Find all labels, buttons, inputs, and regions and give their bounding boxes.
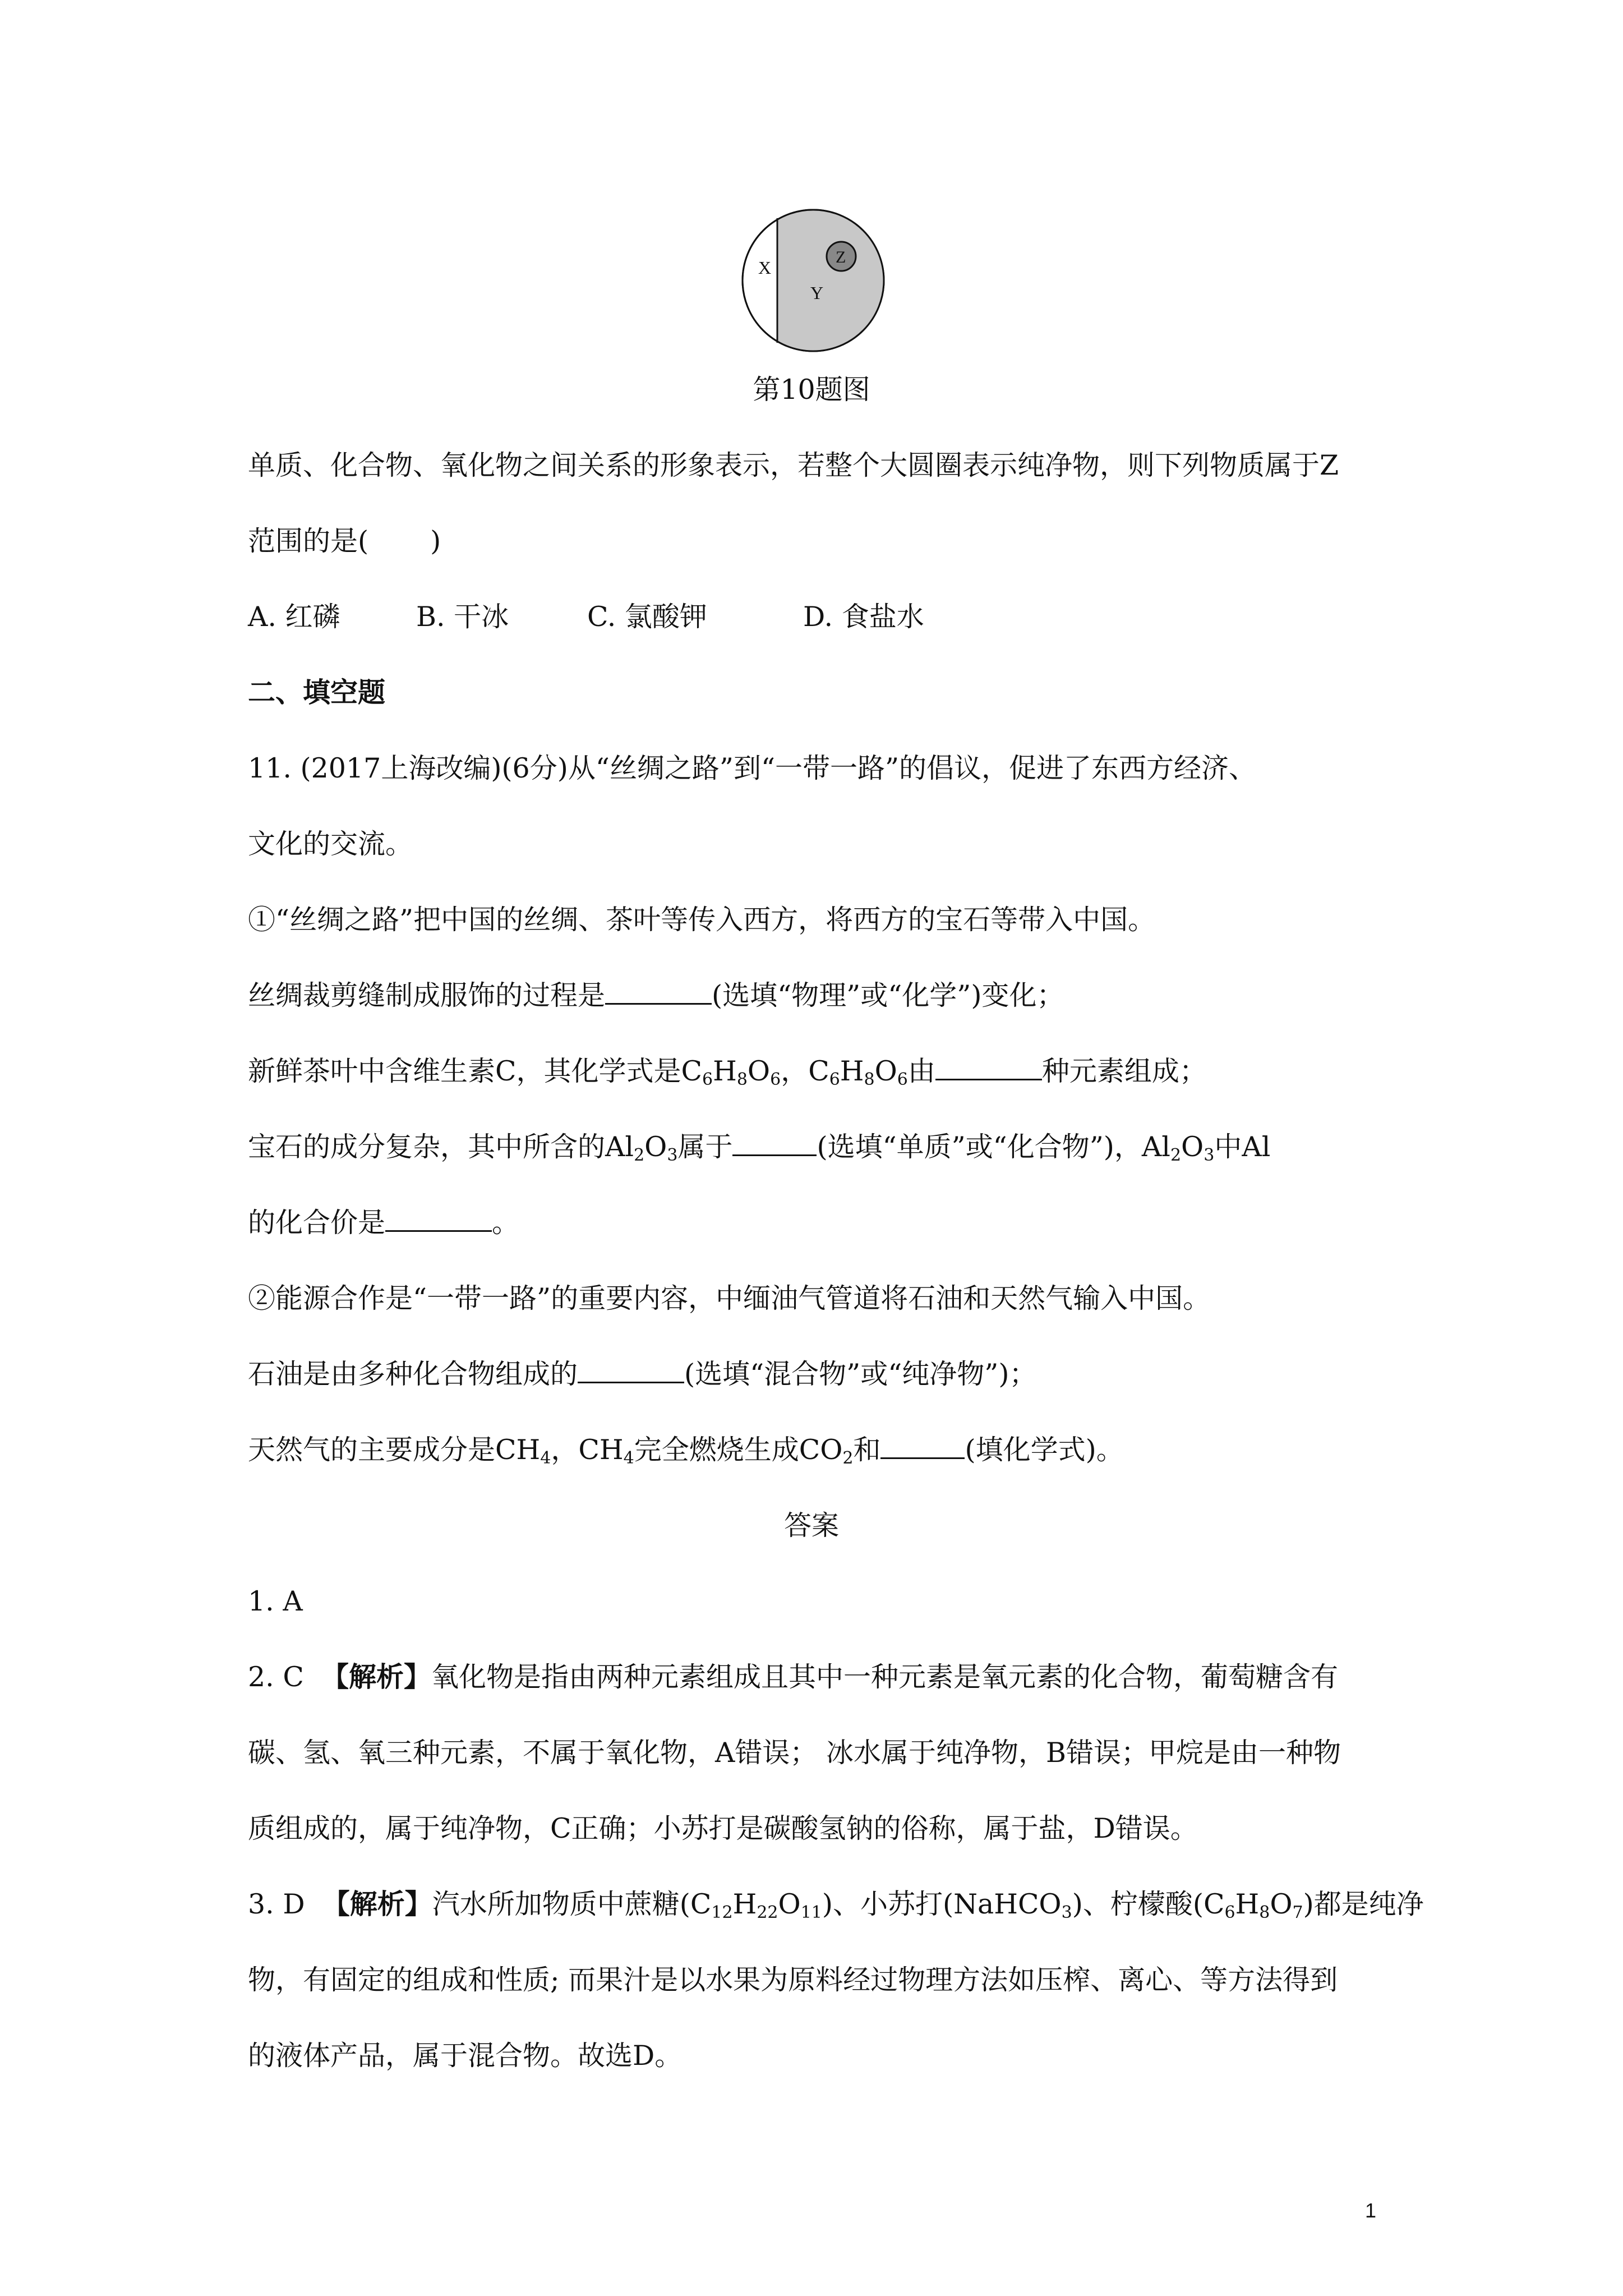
page-number: 1 [1364, 2199, 1376, 2222]
answer-2-line2: 碳、氢、氧三种元素，不属于氧化物，A错误； 冰水属于纯净物，B错误；甲烷是由一种物 [248, 1737, 1341, 1769]
nahco3-subscript: 3 [1061, 1903, 1072, 1922]
answer-3-text-d: )都是纯净 [1303, 1888, 1424, 1920]
y-label: Y [810, 283, 824, 303]
q10-stem-paren-close: ) [430, 525, 441, 557]
q11-line9-text: 石油是由多种化合物组成的 [248, 1358, 578, 1390]
formula-citric-acid: $C_6H_8O_7$ [1203, 1888, 1303, 1922]
option-b: B. 干冰 [416, 601, 509, 633]
q11-line5-text-b: 由 [907, 1055, 935, 1087]
option-c: C. 氯酸钾 [587, 601, 707, 633]
q11-line1: 11. (2017上海改编)(6分)从“丝绸之路”到“一带一路”的倡议，促进了东西方经济、 [248, 752, 1257, 784]
blank-3 [732, 1132, 817, 1156]
answer-2-text: 氧化物是指由两种元素组成且其中一种元素是氧元素的化合物，葡萄糖含有 [431, 1661, 1339, 1693]
q11-line6 [248, 1130, 1270, 1164]
blank-1 [605, 981, 712, 1005]
q11-line6-text: 宝石的成分复杂，其中所含的 [248, 1131, 606, 1163]
formula-ch4-2: $CH_4$ [578, 1434, 634, 1468]
answer-3-number: 3. D [248, 1888, 305, 1920]
blank-6 [880, 1435, 965, 1459]
answer-2-line3: 质组成的，属于纯净物，C正确；小苏打是碳酸氢钠的俗称，属于盐，D错误。 [248, 1812, 1198, 1844]
q11-line10-text-d: (填化学式)。 [965, 1434, 1124, 1466]
q11-line9-text-b: (选填“混合物”或“纯净物”)； [684, 1358, 1037, 1390]
q11-line10-text-b: 完全燃烧生成 [634, 1434, 799, 1466]
answer-3-analysis-tag: 【解析】 [322, 1888, 432, 1920]
q11-line5-text-c: 种元素组成； [1041, 1055, 1207, 1087]
answer-3-text: 汽水所加物质中蔗糖( [432, 1888, 690, 1920]
blank-2 [935, 1056, 1042, 1080]
formula-al2o3-2: $Al_2O_3$ [1141, 1131, 1215, 1165]
q11-line6-text-d: 中Al [1214, 1131, 1271, 1163]
answer-1: 1. A [248, 1585, 303, 1617]
x-label: X [758, 257, 772, 278]
answer-2-line1 [248, 1660, 1338, 1694]
answer-2-number: 2. C [248, 1661, 304, 1693]
q10-stem-text: 范围的是( [248, 525, 369, 557]
venn-figure [740, 208, 886, 353]
z-label: Z [836, 248, 846, 266]
q11-line10 [248, 1433, 1124, 1467]
q11-line3: ①“丝绸之路”把中国的丝绸、茶叶等传入西方，将西方的宝石等带入中国。 [248, 904, 1156, 936]
q11-line6-text-c: (选填“单质”或“化合物”)， [817, 1131, 1142, 1163]
q11-line9 [248, 1358, 1036, 1391]
answers-title: 答案 [783, 1510, 839, 1542]
q11-line10-text-c: 和 [853, 1434, 881, 1466]
section-title-fill-in: 二、填空题 [248, 677, 386, 708]
answer-3-line2: 物，有固定的组成和性质; 而果汁是以水果为原料经过物理方法如压榨、离心、等方法得到 [248, 1964, 1338, 1996]
option-a: A. 红磷 [248, 601, 340, 633]
figure-caption: 第10题图 [753, 374, 870, 406]
q11-line5-text: 新鲜茶叶中含维生素C，其化学式是 [248, 1055, 681, 1087]
answer-3-text-b: )、小苏打(NaHCO [822, 1888, 1062, 1920]
q11-line6-text-b: 属于 [677, 1131, 733, 1163]
q11-line5-comma: ， [781, 1055, 809, 1087]
q10-stem-line1: 单质、化合物、氧化物之间关系的形象表示，若整个大圆圈表示纯净物，则下列物质属于Z [248, 449, 1339, 481]
q11-line7-text: 的化合价是 [248, 1207, 386, 1239]
formula-co2: $CO_2$ [799, 1434, 854, 1468]
answer-3-line1 [248, 1888, 1424, 1921]
q11-line7-period: 。 [492, 1207, 520, 1239]
q11-line4 [248, 979, 1064, 1013]
blank-4 [385, 1208, 492, 1232]
q10-stem-line2 [248, 524, 441, 558]
q11-line7 [248, 1206, 519, 1240]
q11-line10-comma: ， [551, 1434, 579, 1466]
formula-sucrose: $C_{12}H_{22}O_{11}$ [690, 1888, 822, 1922]
answer-3-line3: 的液体产品，属于混合物。故选D。 [248, 2040, 683, 2072]
q11-line4-text-b: (选填“物理”或“化学”)变化； [712, 979, 1064, 1011]
q11-line2: 文化的交流。 [248, 828, 413, 860]
q11-line5 [248, 1055, 1207, 1088]
formula-c6h8o6-2: $C_6H_8O_6$ [808, 1055, 908, 1089]
formula-c6h8o6: $C_6H_8O_6$ [681, 1055, 781, 1089]
q10-options [248, 600, 924, 634]
blank-5 [578, 1359, 684, 1383]
answer-2-analysis-tag: 【解析】 [321, 1661, 431, 1693]
q11-line4-text: 丝绸裁剪缝制成服饰的过程是 [248, 979, 606, 1011]
formula-al2o3: $Al_2O_3$ [605, 1131, 678, 1165]
option-d: D. 食盐水 [803, 601, 924, 633]
formula-ch4: $CH_4$ [495, 1434, 551, 1468]
y-region [777, 208, 886, 353]
answer-3-text-c: )、柠檬酸( [1072, 1888, 1204, 1920]
q11-line10-text: 天然气的主要成分是 [248, 1434, 496, 1466]
q11-line8: ②能源合作是“一带一路”的重要内容，中缅油气管道将石油和天然气输入中国。 [248, 1282, 1211, 1314]
